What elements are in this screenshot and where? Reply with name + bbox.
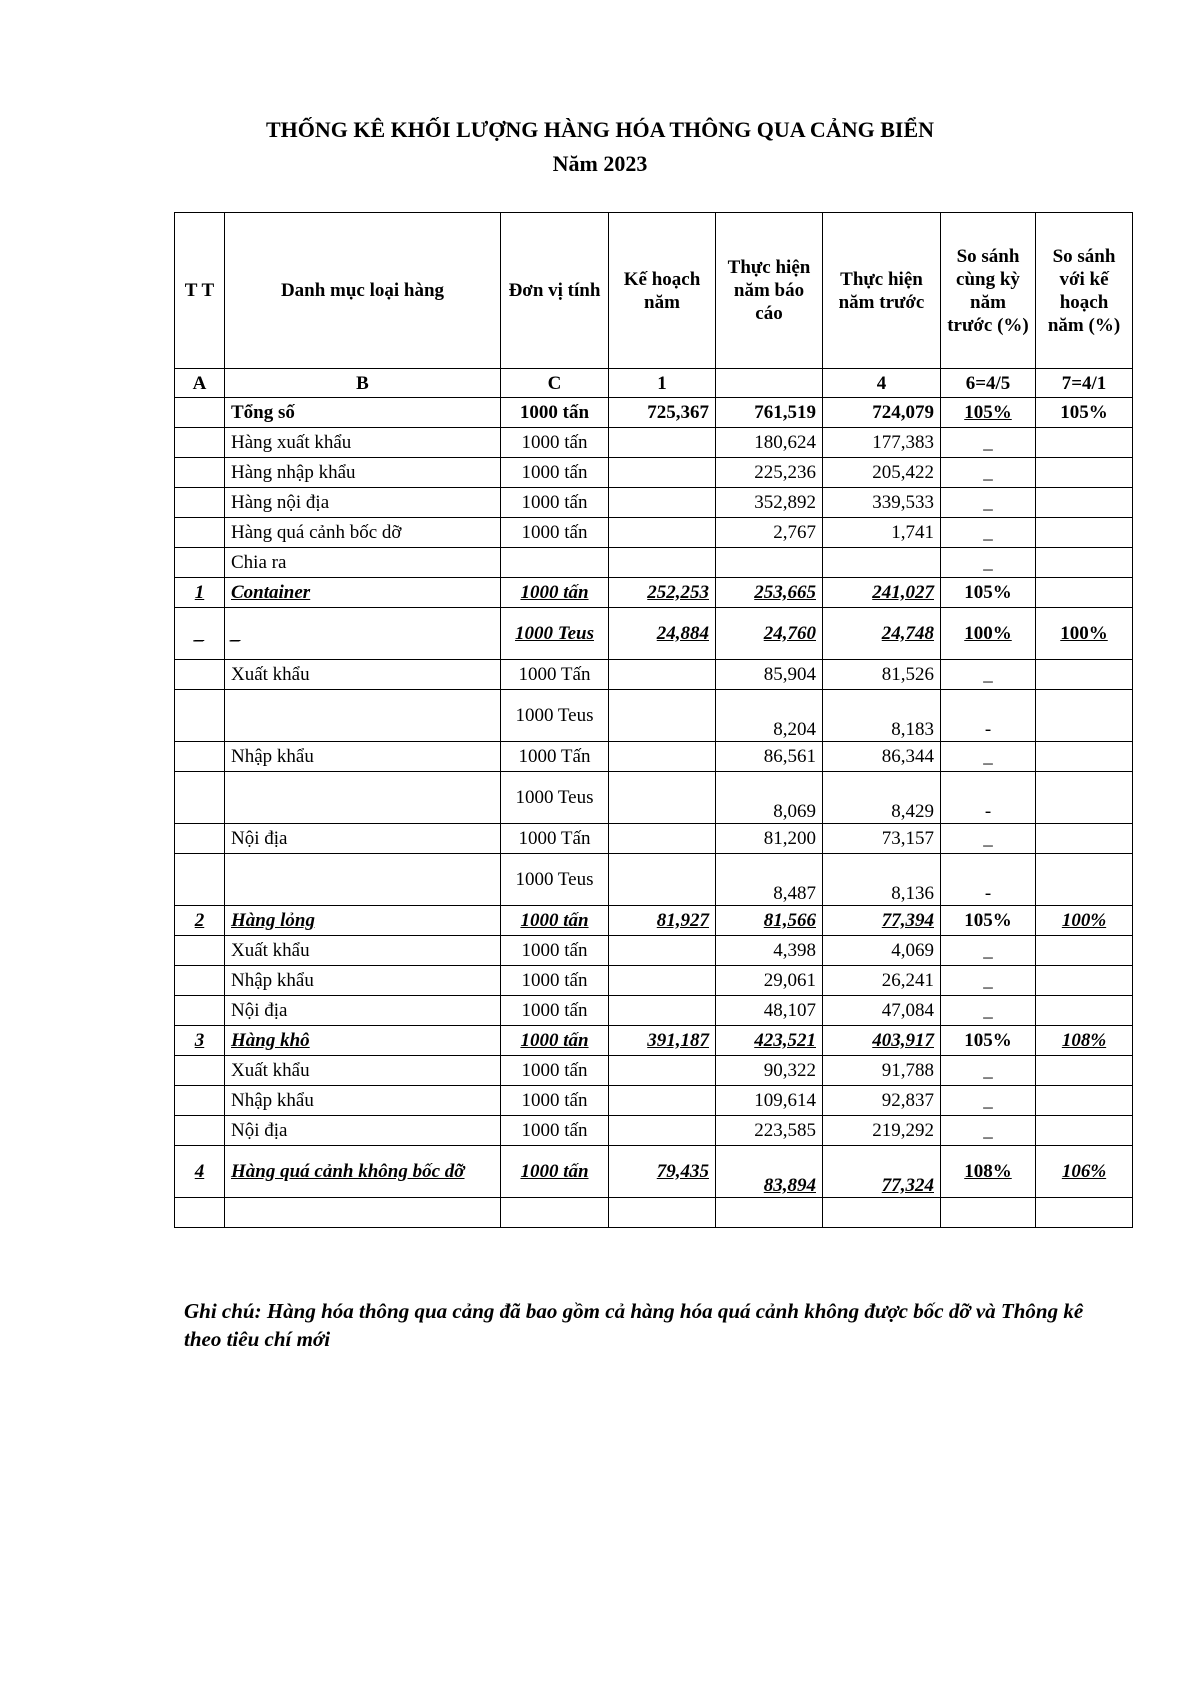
category-cell: Xuất khẩu <box>225 1056 501 1086</box>
plan-cell: 24,884 <box>609 608 716 660</box>
table-row <box>175 1116 1133 1146</box>
compare-prev-cell: _ <box>941 488 1036 518</box>
compare-plan-cell <box>1036 742 1133 772</box>
unit-cell: 1000 Teus <box>501 690 609 742</box>
compare-plan-cell <box>1036 428 1133 458</box>
actual-cell: 8,069 <box>716 772 823 824</box>
table-row <box>175 936 1133 966</box>
plan-cell: 252,253 <box>609 578 716 608</box>
prev-year-cell: 81,526 <box>823 660 941 690</box>
empty-cell <box>225 1198 501 1228</box>
actual-cell: 423,521 <box>716 1026 823 1056</box>
compare-prev-cell: _ <box>941 518 1036 548</box>
actual-cell: 24,760 <box>716 608 823 660</box>
empty-cell <box>609 1198 716 1228</box>
tt-cell <box>175 458 225 488</box>
tt-cell <box>175 518 225 548</box>
column-code-row <box>175 369 1133 398</box>
prev-year-cell: 4,069 <box>823 936 941 966</box>
header-tt: T T <box>175 213 225 369</box>
category-cell: Hàng nội địa <box>225 488 501 518</box>
compare-plan-cell <box>1036 966 1133 996</box>
category-cell: Nội địa <box>225 824 501 854</box>
compare-prev-cell: 108% <box>941 1146 1036 1198</box>
actual-cell: 86,561 <box>716 742 823 772</box>
footnote: Ghi chú: Hàng hóa thông qua cảng đã bao gồm cả hàng hóa quá cảnh không được bốc dỡ và Thông kê theo tiêu chí mới <box>184 1299 1084 1351</box>
unit-cell: 1000 tấn <box>501 1146 609 1198</box>
unit-cell: 1000 Tấn <box>501 742 609 772</box>
plan-cell <box>609 660 716 690</box>
table-row <box>175 854 1133 906</box>
actual-cell: 81,200 <box>716 824 823 854</box>
tt-cell <box>175 548 225 578</box>
actual-cell: 109,614 <box>716 1086 823 1116</box>
category-cell: Tổng số <box>225 398 501 428</box>
actual-cell: 83,894 <box>716 1146 823 1198</box>
unit-cell: 1000 tấn <box>501 578 609 608</box>
category-cell: Container <box>225 578 501 608</box>
plan-cell <box>609 936 716 966</box>
empty-cell <box>175 1198 225 1228</box>
table-row <box>175 690 1133 742</box>
table-row <box>175 906 1133 936</box>
tt-cell <box>175 1056 225 1086</box>
plan-cell <box>609 1056 716 1086</box>
empty-cell <box>501 1198 609 1228</box>
actual-cell: 48,107 <box>716 996 823 1026</box>
plan-cell: 81,927 <box>609 906 716 936</box>
plan-cell <box>609 742 716 772</box>
table-row <box>175 966 1133 996</box>
unit-cell: 1000 tấn <box>501 966 609 996</box>
category-cell: Hàng xuất khẩu <box>225 428 501 458</box>
header-plan: Kế hoạch năm <box>609 213 716 369</box>
compare-prev-cell: _ <box>941 824 1036 854</box>
cargo-statistics-table <box>174 212 1133 1228</box>
compare-prev-cell: _ <box>941 742 1036 772</box>
empty-cell <box>716 1198 823 1228</box>
tt-cell <box>175 936 225 966</box>
actual-cell: 253,665 <box>716 578 823 608</box>
prev-year-cell: 24,748 <box>823 608 941 660</box>
header-compare-plan: So sánh với kế hoạch năm (%) <box>1036 213 1133 369</box>
actual-cell: 225,236 <box>716 458 823 488</box>
prev-year-cell: 8,429 <box>823 772 941 824</box>
unit-cell: 1000 tấn <box>501 936 609 966</box>
compare-plan-cell <box>1036 660 1133 690</box>
tt-cell <box>175 690 225 742</box>
category-cell: Xuất khẩu <box>225 660 501 690</box>
column-code: B <box>225 369 501 398</box>
unit-cell: 1000 tấn <box>501 906 609 936</box>
tt-cell: 2 <box>175 906 225 936</box>
compare-plan-cell <box>1036 518 1133 548</box>
actual-cell <box>716 548 823 578</box>
table-row <box>175 398 1133 428</box>
category-cell: Hàng nhập khẩu <box>225 458 501 488</box>
table-row <box>175 518 1133 548</box>
actual-cell: 29,061 <box>716 966 823 996</box>
header-category: Danh mục loại hàng <box>225 213 501 369</box>
tt-cell <box>175 824 225 854</box>
header-row <box>175 213 1133 369</box>
prev-year-cell: 91,788 <box>823 1056 941 1086</box>
category-cell: Xuất khẩu <box>225 936 501 966</box>
table-row <box>175 742 1133 772</box>
prev-year-cell: 77,324 <box>823 1146 941 1198</box>
compare-prev-cell: _ <box>941 458 1036 488</box>
prev-year-cell: 177,383 <box>823 428 941 458</box>
tt-cell <box>175 996 225 1026</box>
category-cell <box>225 690 501 742</box>
table-row <box>175 1056 1133 1086</box>
table-row <box>175 772 1133 824</box>
compare-plan-cell <box>1036 1056 1133 1086</box>
empty-cell <box>941 1198 1036 1228</box>
column-code: 6=4/5 <box>941 369 1036 398</box>
unit-cell: 1000 Teus <box>501 854 609 906</box>
unit-cell: 1000 tấn <box>501 996 609 1026</box>
compare-prev-cell: _ <box>941 1116 1036 1146</box>
prev-year-cell: 8,136 <box>823 854 941 906</box>
plan-cell <box>609 772 716 824</box>
plan-cell <box>609 548 716 578</box>
document-title: THỐNG KÊ KHỐI LƯỢNG HÀNG HÓA THÔNG QUA CẢNG BIỂN <box>265 117 935 142</box>
table-row <box>175 458 1133 488</box>
unit-cell: 1000 tấn <box>501 1056 609 1086</box>
prev-year-cell: 403,917 <box>823 1026 941 1056</box>
compare-plan-cell <box>1036 578 1133 608</box>
column-code: 7=4/1 <box>1036 369 1133 398</box>
unit-cell: 1000 Teus <box>501 608 609 660</box>
table-row <box>175 578 1133 608</box>
plan-cell <box>609 488 716 518</box>
actual-cell: 761,519 <box>716 398 823 428</box>
compare-plan-cell <box>1036 854 1133 906</box>
compare-plan-cell: 100% <box>1036 906 1133 936</box>
header-actual-prev: Thực hiện năm trước <box>823 213 941 369</box>
compare-plan-cell: 108% <box>1036 1026 1133 1056</box>
category-cell: _ <box>225 608 501 660</box>
compare-prev-cell: - <box>941 854 1036 906</box>
category-cell: Hàng lỏng <box>225 906 501 936</box>
category-cell: Nhập khẩu <box>225 1086 501 1116</box>
unit-cell: 1000 Teus <box>501 772 609 824</box>
compare-prev-cell: _ <box>941 660 1036 690</box>
category-cell <box>225 854 501 906</box>
unit-cell: 1000 tấn <box>501 398 609 428</box>
table-row <box>175 488 1133 518</box>
unit-cell: 1000 tấn <box>501 1116 609 1146</box>
unit-cell <box>501 548 609 578</box>
plan-cell <box>609 518 716 548</box>
column-code: 4 <box>823 369 941 398</box>
plan-cell <box>609 824 716 854</box>
plan-cell <box>609 458 716 488</box>
prev-year-cell: 92,837 <box>823 1086 941 1116</box>
empty-cell <box>823 1198 941 1228</box>
category-cell: Hàng khô <box>225 1026 501 1056</box>
compare-prev-cell: 100% <box>941 608 1036 660</box>
prev-year-cell: 241,027 <box>823 578 941 608</box>
category-cell <box>225 772 501 824</box>
actual-cell: 81,566 <box>716 906 823 936</box>
tt-cell: 4 <box>175 1146 225 1198</box>
category-cell: Nhập khẩu <box>225 742 501 772</box>
category-cell: Nhập khẩu <box>225 966 501 996</box>
column-code <box>716 369 823 398</box>
unit-cell: 1000 Tấn <box>501 660 609 690</box>
tt-cell <box>175 398 225 428</box>
table-row <box>175 660 1133 690</box>
tt-cell: 1 <box>175 578 225 608</box>
compare-prev-cell: _ <box>941 936 1036 966</box>
compare-prev-cell: 105% <box>941 1026 1036 1056</box>
column-code: 1 <box>609 369 716 398</box>
category-cell: Nội địa <box>225 1116 501 1146</box>
plan-cell <box>609 1116 716 1146</box>
compare-prev-cell: 105% <box>941 398 1036 428</box>
compare-plan-cell <box>1036 936 1133 966</box>
compare-prev-cell: _ <box>941 1056 1036 1086</box>
actual-cell: 85,904 <box>716 660 823 690</box>
unit-cell: 1000 tấn <box>501 458 609 488</box>
compare-plan-cell: 106% <box>1036 1146 1133 1198</box>
compare-plan-cell <box>1036 1116 1133 1146</box>
table-row <box>175 824 1133 854</box>
unit-cell: 1000 tấn <box>501 428 609 458</box>
compare-prev-cell: _ <box>941 996 1036 1026</box>
tt-cell <box>175 428 225 458</box>
table-row <box>175 1026 1133 1056</box>
tt-cell: _ <box>175 608 225 660</box>
tt-cell <box>175 966 225 996</box>
plan-cell <box>609 996 716 1026</box>
header-compare-prev: So sánh cùng kỳ năm trước (%) <box>941 213 1036 369</box>
compare-plan-cell <box>1036 458 1133 488</box>
prev-year-cell: 73,157 <box>823 824 941 854</box>
tt-cell <box>175 1086 225 1116</box>
compare-plan-cell: 100% <box>1036 608 1133 660</box>
compare-prev-cell: 105% <box>941 906 1036 936</box>
unit-cell: 1000 tấn <box>501 518 609 548</box>
table-row <box>175 608 1133 660</box>
prev-year-cell: 219,292 <box>823 1116 941 1146</box>
plan-cell <box>609 428 716 458</box>
compare-prev-cell: - <box>941 772 1036 824</box>
category-cell: Hàng quá cảnh không bốc dỡ <box>225 1146 501 1198</box>
compare-plan-cell <box>1036 824 1133 854</box>
table-row <box>175 428 1133 458</box>
prev-year-cell: 205,422 <box>823 458 941 488</box>
table-row <box>175 548 1133 578</box>
prev-year-cell: 77,394 <box>823 906 941 936</box>
compare-plan-cell <box>1036 772 1133 824</box>
header-actual-report: Thực hiện năm báo cáo <box>716 213 823 369</box>
compare-prev-cell: _ <box>941 548 1036 578</box>
category-cell: Hàng quá cảnh bốc dỡ <box>225 518 501 548</box>
plan-cell: 79,435 <box>609 1146 716 1198</box>
prev-year-cell: 8,183 <box>823 690 941 742</box>
actual-cell: 2,767 <box>716 518 823 548</box>
actual-cell: 90,322 <box>716 1056 823 1086</box>
prev-year-cell <box>823 548 941 578</box>
prev-year-cell: 724,079 <box>823 398 941 428</box>
plan-cell <box>609 690 716 742</box>
category-cell: Nội địa <box>225 996 501 1026</box>
compare-plan-cell <box>1036 1086 1133 1116</box>
actual-cell: 4,398 <box>716 936 823 966</box>
plan-cell <box>609 854 716 906</box>
compare-plan-cell <box>1036 690 1133 742</box>
actual-cell: 8,204 <box>716 690 823 742</box>
unit-cell: 1000 tấn <box>501 1086 609 1116</box>
compare-prev-cell: - <box>941 690 1036 742</box>
tt-cell <box>175 1116 225 1146</box>
unit-cell: 1000 tấn <box>501 1026 609 1056</box>
actual-cell: 223,585 <box>716 1116 823 1146</box>
document-year: Năm 2023 <box>552 151 648 176</box>
plan-cell <box>609 966 716 996</box>
tt-cell <box>175 772 225 824</box>
plan-cell: 725,367 <box>609 398 716 428</box>
empty-row <box>175 1198 1133 1228</box>
empty-cell <box>1036 1198 1133 1228</box>
tt-cell <box>175 854 225 906</box>
compare-plan-cell: 105% <box>1036 398 1133 428</box>
compare-plan-cell <box>1036 488 1133 518</box>
actual-cell: 8,487 <box>716 854 823 906</box>
category-cell: Chia ra <box>225 548 501 578</box>
prev-year-cell: 1,741 <box>823 518 941 548</box>
actual-cell: 180,624 <box>716 428 823 458</box>
compare-prev-cell: _ <box>941 1086 1036 1116</box>
compare-plan-cell <box>1036 548 1133 578</box>
column-code: C <box>501 369 609 398</box>
plan-cell: 391,187 <box>609 1026 716 1056</box>
table-row <box>175 1086 1133 1116</box>
compare-prev-cell: _ <box>941 428 1036 458</box>
compare-plan-cell <box>1036 996 1133 1026</box>
compare-prev-cell: 105% <box>941 578 1036 608</box>
tt-cell <box>175 742 225 772</box>
prev-year-cell: 47,084 <box>823 996 941 1026</box>
tt-cell <box>175 660 225 690</box>
column-code: A <box>175 369 225 398</box>
unit-cell: 1000 tấn <box>501 488 609 518</box>
tt-cell: 3 <box>175 1026 225 1056</box>
plan-cell <box>609 1086 716 1116</box>
prev-year-cell: 26,241 <box>823 966 941 996</box>
actual-cell: 352,892 <box>716 488 823 518</box>
tt-cell <box>175 488 225 518</box>
prev-year-cell: 339,533 <box>823 488 941 518</box>
unit-cell: 1000 Tấn <box>501 824 609 854</box>
header-unit: Đơn vị tính <box>501 213 609 369</box>
prev-year-cell: 86,344 <box>823 742 941 772</box>
table-row <box>175 996 1133 1026</box>
compare-prev-cell: _ <box>941 966 1036 996</box>
table-row <box>175 1146 1133 1198</box>
